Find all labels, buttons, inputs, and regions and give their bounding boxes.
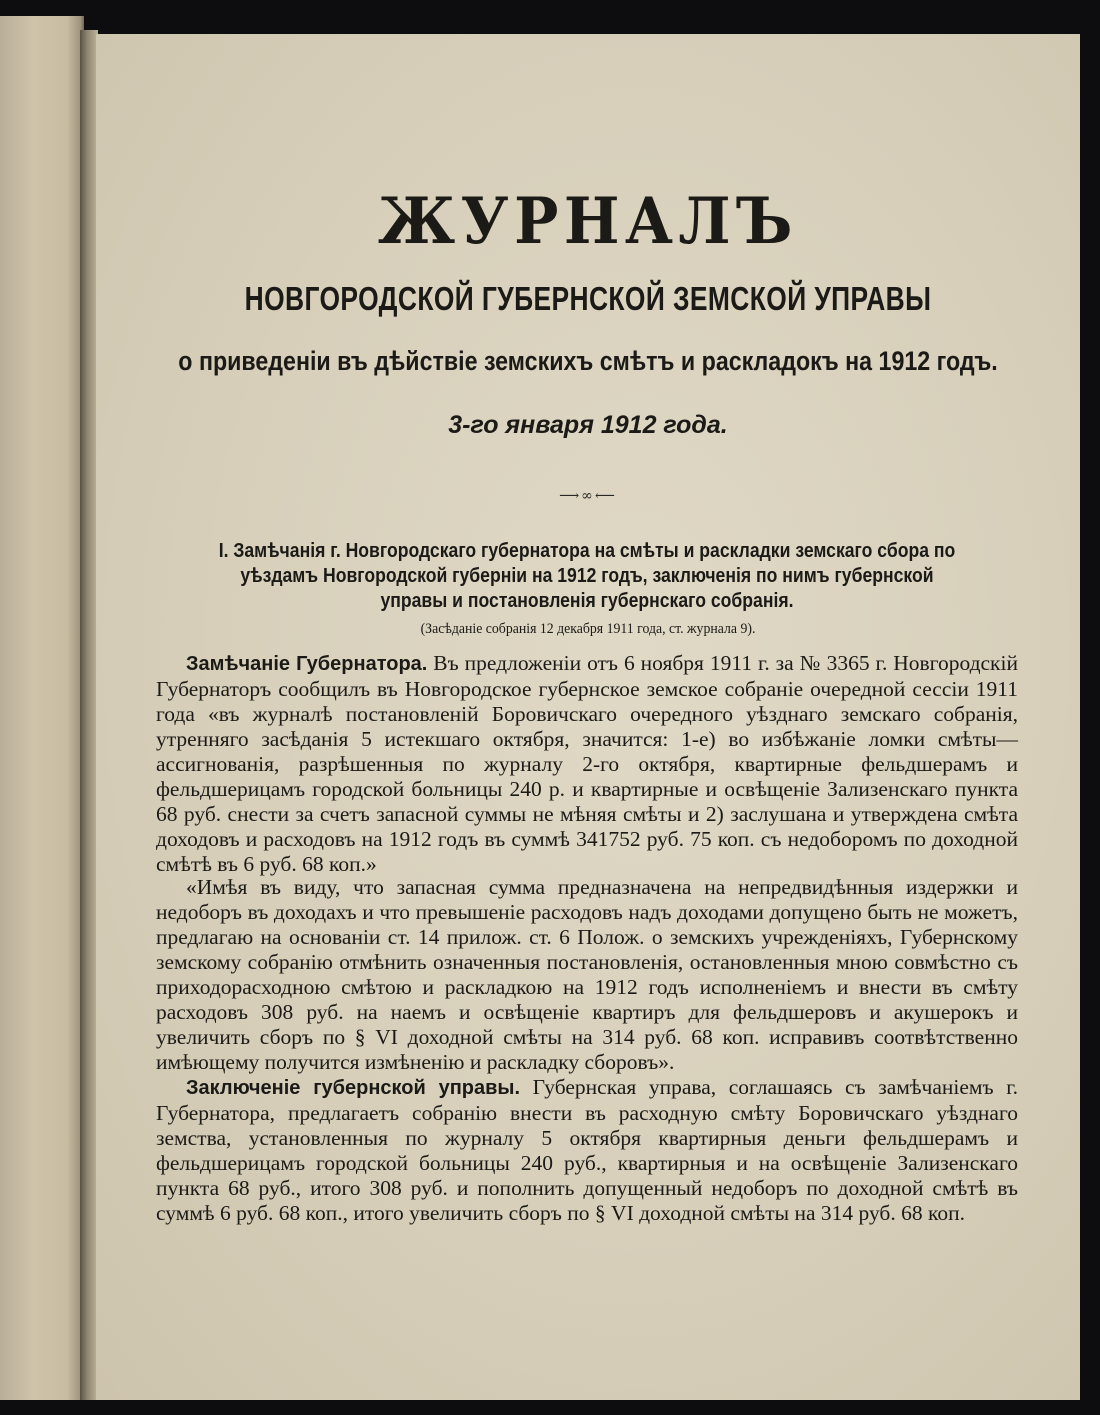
paragraph-lead: Замѣчаніе Губернатора. [186,653,428,675]
paragraph-board-conclusion [156,1075,1018,1226]
paragraph-governor-quote [156,875,1018,1075]
document-title: ЖУРНАЛЪ [378,184,798,259]
ornament-divider: ⟶∞⟵ [559,488,617,504]
document-subtitle-institution: НОВГОРОДСКОЙ ГУБЕРНСКОЙ ЗЕМСКОЙ УПРАВЫ [244,280,932,317]
document-page [96,34,1080,1400]
document-subtitle-topic: о приведеніи въ дѣйствіе земскихъ смѣтъ и раскладокъ на 1912 годъ. [178,346,998,376]
section-heading: I. Замѣчанія г. Новгородскаго губернатора на смѣты и раскладки земскаго сбора по уѣздамъ Новгородской губерніи на 1912 годъ, заключенія по нимъ губернской управы и постановленія губернскаго собранія. [218,540,956,612]
document-date: 3-го января 1912 года. [448,411,728,439]
paragraph-text: Губернская управа, соглашаясь съ замѣчаніемъ г. Губернатора, предлагаетъ собранію внести въ расходную смѣту Боровичскаго уѣзднаго земства, установленныя по журналу 5 октября квартирныя деньги фельдшерамъ и фельдшерицамъ городской больницы 240 руб., квартирныя и на освѣщеніе Зализенскаго пункта 68 руб., итого 308 руб. и пополнить допущенный недоборъ по доходной смѣтѣ въ суммѣ 6 руб. 68 коп., итого увеличить сборъ по § VI доходной смѣты на 314 руб. 68 коп. [156,1075,1018,1225]
paragraph-governor-remark [156,651,1018,877]
facing-page-edge [0,16,84,1400]
paragraph-text: «Имѣя въ виду, что запасная сумма предназначена на непредвидѣнныя издержки и недоборъ въ доходахъ и что превышеніе расходовъ надъ доходами допущено быть не можетъ, предлагаю на основаніи ст. 14 прилож. ст. 6 Полож. о земскихъ учрежденіяхъ, Губернскому земскому собранію отмѣнить означенныя постановленія, остановленныя мною совмѣстно съ приходорасходною смѣтою и раскладкою на 1912 годъ исполненіемъ и внести въ смѣту расходовъ 308 руб. на наемъ и освѣщеніе квартиръ для фельдшеровъ и акушерокъ и увеличить сборъ по § VI доходной смѣты на 314 руб. 68 коп. исправивъ соотвѣтственно имѣющему получится измѣненію и раскладку сборовъ». [156,875,1018,1074]
session-note: (Засѣданіе собранія 12 декабря 1911 года, ст. журнала 9). [420,621,756,637]
paragraph-text: Въ предложеніи отъ 6 ноября 1911 г. за № 3365 г. Новгородскій Губернаторъ сообщилъ въ Новгородское губернское земское собраніе очередной сессіи 1911 года «въ журналѣ постановленій Боровичскаго очередного уѣзднаго земскаго собранія, утренняго засѣданія 5 истекшаго октября, значится: 1-е) во избѣжаніе ломки смѣты—ассигнованія, разрѣшенныя по журналу 2-го октября, квартирные фельдшерамъ и фельдшерицамъ городской больницы 240 р. и квартирные и освѣщеніе Зализенскаго пункта 68 руб. снести за счетъ запасной суммы не мѣняя смѣты и 2) заслушана и утверждена смѣта доходовъ и расходовъ на 1912 годъ въ суммѣ 341752 руб. 75 коп. съ недоборомъ по доходной смѣтѣ въ 6 руб. 68 коп.» [156,651,1018,876]
paragraph-lead: Заключеніе губернской управы. [186,1077,521,1099]
